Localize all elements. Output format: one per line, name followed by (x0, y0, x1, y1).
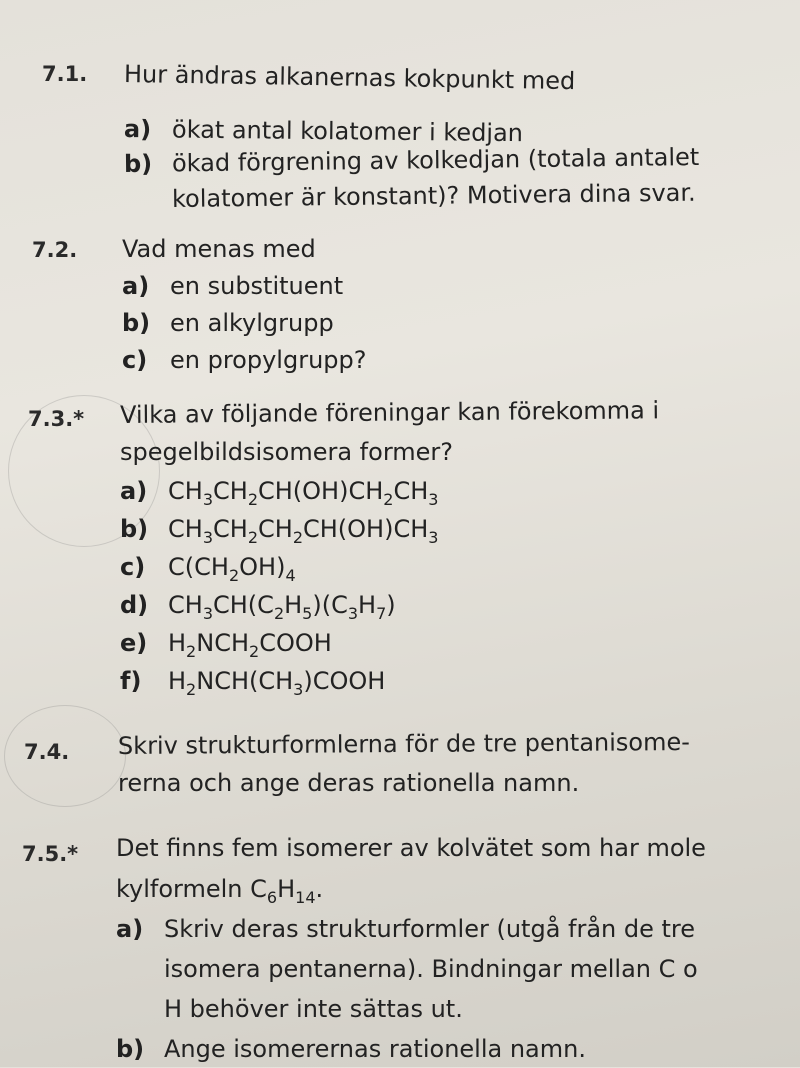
formula-part: CH (168, 591, 203, 619)
formula-subscript: 5 (302, 603, 313, 623)
formula-part: CH (168, 515, 203, 543)
formula-part: H (168, 629, 187, 657)
formula-subscript: 2 (273, 603, 285, 623)
answer-option-7-2-b (122, 304, 334, 342)
chemical-formula (168, 515, 439, 547)
formula-part: H (358, 591, 377, 619)
option-text: Ange isomerernas rationella namn. (164, 1035, 586, 1063)
chemical-formula (168, 667, 386, 699)
option-label: a) (123, 115, 152, 144)
option-text: en substituent (170, 272, 344, 300)
option-label: b) (123, 149, 153, 178)
option-label: a) (116, 915, 144, 943)
formula-part: CH (393, 477, 429, 505)
option-text: en propylgrupp? (170, 346, 367, 374)
formula-part: CH(OH)CH (258, 477, 384, 505)
formula-subscript: 3 (428, 527, 439, 547)
formula-subscript: 2 (186, 641, 197, 661)
formula-part: )(C (312, 591, 348, 619)
option-label: c) (120, 553, 146, 581)
question-text-7-3-cont: spegelbildsisomera former? (120, 438, 454, 466)
answer-option-7-2-a (122, 267, 343, 305)
formula-subscript: 3 (202, 527, 213, 547)
formula-suffix: . (315, 875, 324, 903)
formula-subscript: 7 (376, 603, 387, 623)
formula-subscript: 3 (293, 679, 304, 699)
answer-option-7-5-a (116, 910, 695, 948)
option-text: Skriv deras strukturformler (utgå från de tre (164, 915, 696, 943)
option-label: e) (120, 629, 148, 657)
option-label: d) (120, 591, 149, 619)
answer-option-7-5-a-cont-2: H behöver inte sättas ut. (164, 995, 463, 1023)
formula-part: ) (386, 591, 396, 619)
option-label: b) (120, 515, 149, 543)
option-text: en alkylgrupp (170, 309, 334, 337)
chemical-formula (168, 553, 296, 585)
question-text-7-5: Det finns fem isomerer av kolvätet som har mole (116, 834, 706, 862)
option-label: f) (120, 667, 142, 695)
option-text: ökad förgrening av kolkedjan (totala antalet (171, 142, 700, 178)
formula-part: NCH(CH (196, 667, 294, 695)
formula-subscript: 14 (295, 887, 316, 907)
answer-option-7-1-b-cont: kolatomer är konstant)? Motivera dina svar. (171, 178, 696, 213)
question-number-7-2: 7.2. (32, 238, 78, 262)
option-label: c) (122, 346, 148, 374)
question-number-7-3: 7.3.* (28, 407, 85, 431)
formula-subscript: 2 (228, 565, 240, 585)
formula-subscript: 3 (347, 603, 359, 623)
formula-part: )COOH (303, 667, 386, 695)
formula-subscript: 4 (285, 565, 296, 585)
formula-part: COOH (259, 629, 332, 657)
formula-subscript: 6 (266, 887, 278, 907)
question-number-7-4: 7.4. (24, 740, 70, 764)
formula-subscript: 3 (202, 489, 213, 509)
formula-subscript: 2 (383, 489, 394, 509)
formula-part: H (168, 667, 187, 695)
formula-part: CH (213, 477, 248, 505)
formula-subscript: 2 (292, 527, 303, 547)
option-label: a) (120, 477, 148, 505)
formula-part: CH (168, 477, 203, 505)
answer-option-7-2-c (122, 341, 367, 379)
formula-part: C(CH (168, 553, 229, 581)
formula-part: CH(C (213, 591, 274, 619)
question-number-7-5: 7.5.* (22, 842, 79, 866)
formula-subscript: 2 (247, 489, 258, 509)
question-text-7-2: Vad menas med (122, 235, 316, 263)
answer-option-7-5-a-cont: isomera pentanerna). Bindningar mellan C o (164, 955, 698, 983)
question-text-7-4: Skriv strukturformlerna för de tre pentanisome- (117, 728, 690, 760)
option-label: b) (116, 1035, 145, 1063)
option-label: a) (122, 272, 150, 300)
formula-part: H (284, 591, 303, 619)
formula-prefix: kylformeln C (116, 875, 267, 903)
formula-item (120, 662, 385, 709)
chemical-formula (168, 591, 396, 623)
formula-part: OH) (239, 553, 286, 581)
option-label: b) (122, 309, 151, 337)
question-text-7-4-cont: rerna och ange deras rationella namn. (118, 769, 580, 797)
formula-part: NCH (196, 629, 249, 657)
answer-option-7-5-b (116, 1030, 586, 1068)
formula-subscript: 3 (202, 603, 213, 623)
option-text: ökat antal kolatomer i kedjan (171, 115, 524, 148)
chemical-formula (168, 477, 439, 509)
formula-part: CH (258, 515, 293, 543)
chemical-formula (168, 629, 332, 661)
formula-subscript: 3 (428, 489, 439, 509)
question-text-7-3: Vilka av följande föreningar kan förekomma i (119, 396, 660, 429)
formula-subscript: 2 (249, 641, 260, 661)
formula-part: CH (213, 515, 248, 543)
formula-subscript: 2 (186, 679, 197, 699)
question-number-7-1: 7.1. (42, 62, 88, 86)
formula-part: CH(OH)CH (303, 515, 429, 543)
formula-mid: H (277, 875, 296, 903)
formula-subscript: 2 (247, 527, 258, 547)
question-text-7-1: Hur ändras alkanernas kokpunkt med (123, 60, 576, 96)
